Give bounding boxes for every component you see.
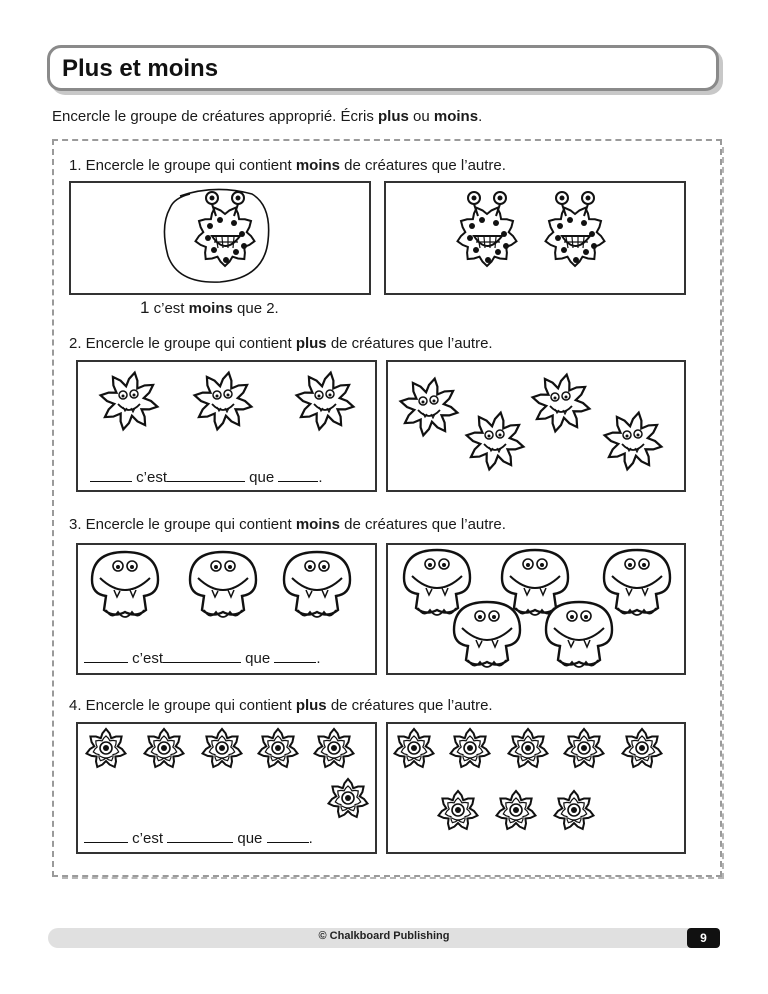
- q1-answer: 1 c’est moins que 2.: [140, 298, 279, 317]
- blank-field[interactable]: [274, 648, 316, 663]
- octopus-creature-icon: [276, 550, 358, 626]
- frame-shadow: [62, 877, 724, 884]
- spotted-monster-icon: [540, 190, 610, 270]
- title-box: [47, 45, 719, 91]
- copyright: © Chalkboard Publishing: [318, 930, 450, 942]
- question-3: 3. Encercle le groupe qui contient moins de créatures que l’autre.: [69, 516, 506, 533]
- one-eyed-flower-icon: [506, 728, 550, 770]
- one-eyed-flower-icon: [326, 778, 370, 820]
- octopus-creature-icon: [446, 600, 528, 676]
- q1-right-panel[interactable]: [384, 181, 686, 295]
- blank-field[interactable]: [90, 467, 132, 482]
- one-eyed-flower-icon: [436, 790, 480, 832]
- q4-answer: c’est que .: [84, 828, 313, 847]
- q2-answer: c’est que .: [90, 467, 323, 486]
- spiky-blob-icon: [462, 410, 528, 472]
- question-2: 2. Encercle le groupe qui contient plus de créatures que l’autre.: [69, 335, 493, 352]
- blank-field[interactable]: [278, 467, 318, 482]
- q3-answer: c’est que .: [84, 648, 321, 667]
- footer-bar: [48, 928, 720, 948]
- blank-field[interactable]: [163, 648, 241, 663]
- one-eyed-flower-icon: [200, 728, 244, 770]
- hand-drawn-circle: [160, 186, 274, 286]
- spiky-blob-icon: [190, 370, 256, 432]
- question-1: 1. Encercle le groupe qui contient moins de créatures que l’autre.: [69, 157, 506, 174]
- one-eyed-flower-icon: [312, 728, 356, 770]
- frame-shadow: [722, 147, 729, 879]
- octopus-creature-icon: [84, 550, 166, 626]
- blank-field[interactable]: [84, 648, 128, 663]
- octopus-creature-icon: [182, 550, 264, 626]
- one-eyed-flower-icon: [562, 728, 606, 770]
- one-eyed-flower-icon: [84, 728, 128, 770]
- spiky-blob-icon: [600, 410, 666, 472]
- one-eyed-flower-icon: [620, 728, 664, 770]
- one-eyed-flower-icon: [494, 790, 538, 832]
- spiky-blob-icon: [528, 372, 594, 434]
- blank-field[interactable]: [267, 828, 309, 843]
- one-eyed-flower-icon: [256, 728, 300, 770]
- question-4: 4. Encercle le groupe qui contient plus de créatures que l’autre.: [69, 697, 493, 714]
- page-number: 9: [687, 928, 720, 948]
- spotted-monster-icon: [452, 190, 522, 270]
- one-eyed-flower-icon: [448, 728, 492, 770]
- octopus-creature-icon: [538, 600, 620, 676]
- blank-field[interactable]: [167, 828, 233, 843]
- blank-field[interactable]: [167, 467, 245, 482]
- spiky-blob-icon: [292, 370, 358, 432]
- page-title: Plus et moins: [62, 55, 219, 82]
- one-eyed-flower-icon: [552, 790, 596, 832]
- spiky-blob-icon: [96, 370, 162, 432]
- instructions: Encercle le groupe de créatures approprié. Écris plus ou moins.: [52, 108, 483, 125]
- spiky-blob-icon: [396, 376, 462, 438]
- blank-field[interactable]: [84, 828, 128, 843]
- one-eyed-flower-icon: [392, 728, 436, 770]
- one-eyed-flower-icon: [142, 728, 186, 770]
